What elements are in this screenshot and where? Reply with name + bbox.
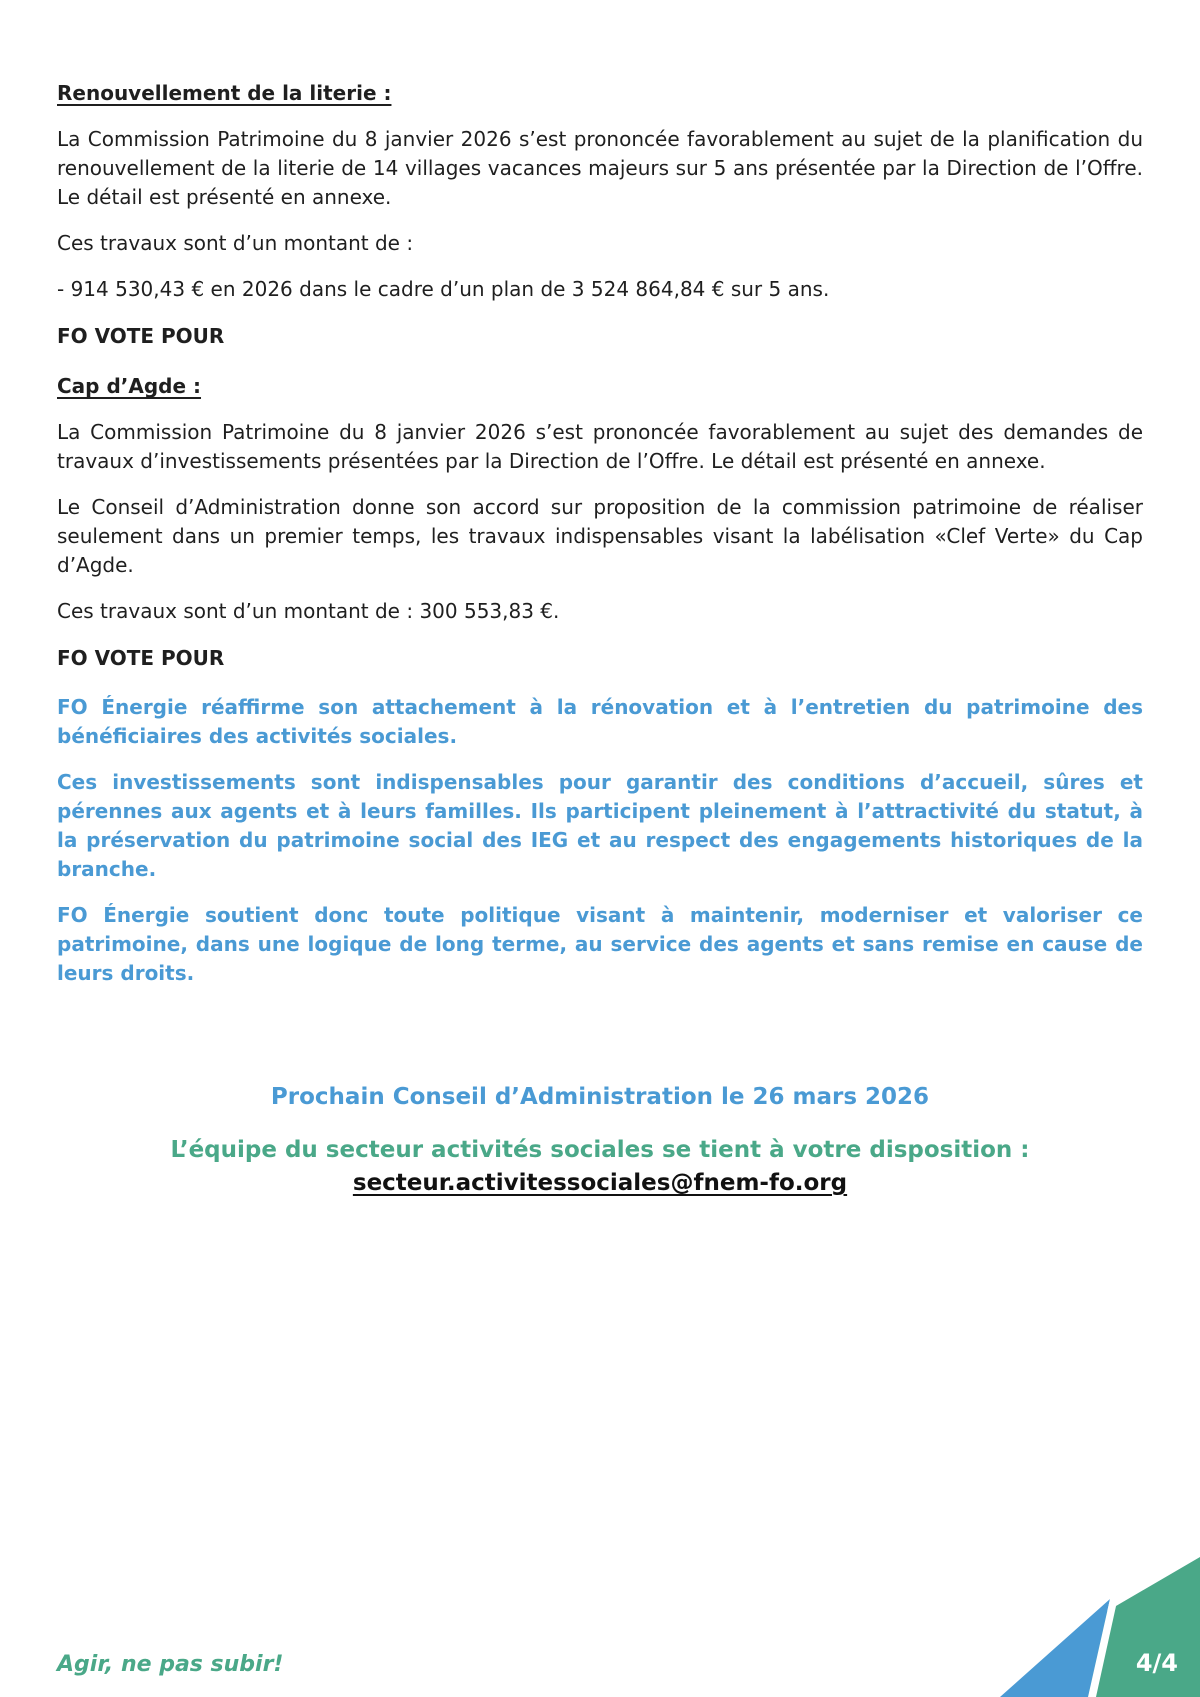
statement-paragraph-2: Ces investissements sont indispensables pour garantir des conditions d’accueil, sûres et pérennes aux agents et à leurs familles. Ils participent pleinement à l’attractivité du statut, à la préservation du patrimoine social des IEG et au respect des engagements historiques de la branche. <box>57 770 1143 881</box>
statement-paragraph-1: FO Énergie réaffirme son attachement à la rénovation et à l’entretien du patrimoine des bénéficiaires des activités sociales. <box>57 695 1143 748</box>
literie-paragraph-3: - 914 530,43 € en 2026 dans le cadre d’un plan de 3 524 864,84 € sur 5 ans. <box>57 277 830 301</box>
page-number: 4/4 <box>1135 1649 1178 1677</box>
literie-paragraph-2: Ces travaux sont d’un montant de : <box>57 231 414 255</box>
vote-literie: FO VOTE POUR <box>57 324 225 348</box>
team-contact-line: L’équipe du secteur activités sociales se tient à votre disposition : <box>170 1137 1030 1163</box>
agde-paragraph-2: Le Conseil d’Administration donne son accord sur proposition de la commission patrimoine de réaliser seulement dans un premier temps, les travaux indispensables visant la labélisation «Clef Verte» du Cap d’Agde. <box>57 495 1143 577</box>
statement-paragraph-3: FO Énergie soutient donc toute politique visant à maintenir, moderniser et valoriser ce patrimoine, dans une logique de long terme, au service des agents et sans remise en cause de leurs droits. <box>57 903 1143 985</box>
agde-paragraph-1: La Commission Patrimoine du 8 janvier 2026 s’est prononcée favorablement au sujet des demandes de travaux d’investissements présentées par la Direction de l’Offre. Le détail est présenté en annexe. <box>57 420 1143 473</box>
agde-paragraph-3: Ces travaux sont d’un montant de : 300 553,83 €. <box>57 599 560 623</box>
section-heading-agde: Cap d’Agde : <box>57 374 202 398</box>
document-body <box>57 78 1143 1005</box>
vote-agde: FO VOTE POUR <box>57 646 225 670</box>
section-heading-literie: Renouvellement de la literie : <box>57 81 392 105</box>
next-meeting-notice: Prochain Conseil d’Administration le 26 mars 2026 <box>270 1084 930 1110</box>
contact-email-link[interactable]: secteur.activitessociales@fnem-fo.org <box>352 1170 848 1196</box>
literie-paragraph-1: La Commission Patrimoine du 8 janvier 2026 s’est prononcée favorablement au sujet de la planification du renouvellement de la literie de 14 villages vacances majeurs sur 5 ans présentée par la Direction de l’Offre. Le détail est présenté en annexe. <box>57 127 1143 209</box>
slogan: Agir, ne pas subir! <box>57 1652 284 1677</box>
